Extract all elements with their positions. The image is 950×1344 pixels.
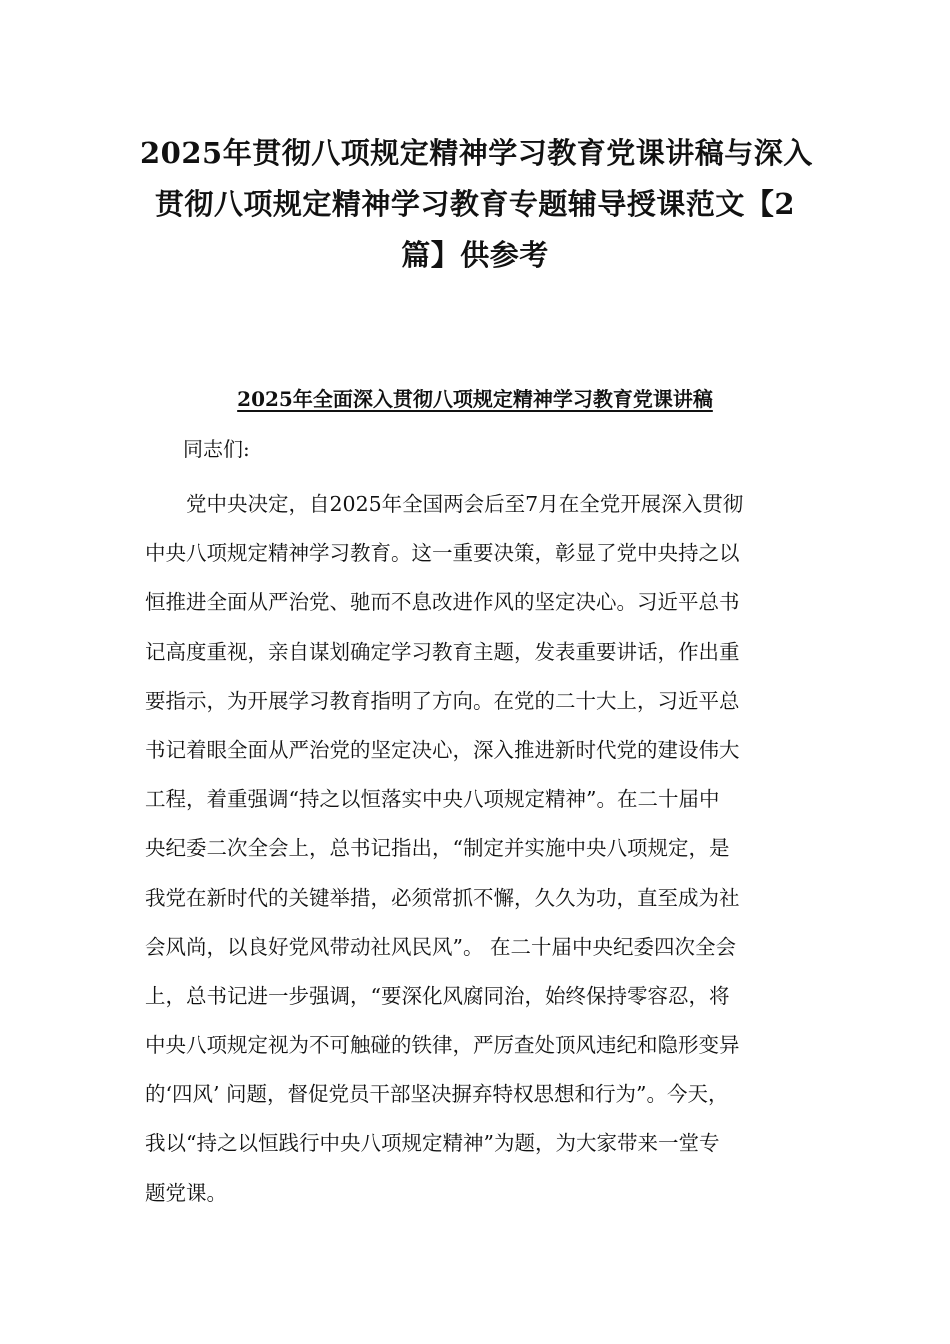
section-heading-text: 2025年全面深入贯彻八项规定精神学习教育党课讲稿 xyxy=(237,387,713,411)
body-line: 题党课。 xyxy=(145,1180,227,1205)
body-line: 恒推进全面从严治党、驰而不息改进作风的坚定决心。习近平总书 xyxy=(145,590,740,615)
body-line: 中央八项规定精神学习教育。这一重要决策，彰显了党中央持之以 xyxy=(145,541,740,566)
section-heading xyxy=(145,384,805,414)
body-line: 央纪委二次全会上，总书记指出，“制定并实施中央八项规定，是 xyxy=(145,836,730,861)
title-line-3: 篇】供参考 xyxy=(401,238,549,272)
body-line: 要指示，为开展学习教育指明了方向。在党的二十大上，习近平总 xyxy=(145,688,740,713)
body-line: 我党在新时代的关键举措，必须常抓不懈，久久为功，直至成为社 xyxy=(145,885,740,910)
body-line: 党中央决定，自2025年全国两会后至7月在全党开展深入贯彻 xyxy=(145,492,744,516)
document-title xyxy=(140,128,813,281)
body-line: 记高度重视，亲自谋划确定学习教育主题，发表重要讲话，作出重 xyxy=(145,639,740,664)
body-paragraph xyxy=(145,480,825,1218)
body-line: 中央八项规定视为不可触碰的铁律，严厉查处顶风违纪和隐形变异 xyxy=(145,1033,740,1058)
body-line: 我以“持之以恒践行中央八项规定精神”为题，为大家带来一堂专 xyxy=(145,1131,720,1156)
body-line: 书记着眼全面从严治党的坚定决心，深入推进新时代党的建设伟大 xyxy=(145,737,740,762)
body-line: 的‘四风’ 问题，督促党员干部坚决摒弃特权思想和行为”。今天， xyxy=(145,1082,729,1107)
body-line: 工程，着重强调“持之以恒落实中央八项规定精神”。在二十届中 xyxy=(145,787,720,812)
body-line: 会风尚，以良好党风带动社风民风”。 在二十届中央纪委四次全会 xyxy=(145,934,736,959)
title-line-1: 2025年贯彻八项规定精神学习教育党课讲稿与深入 xyxy=(140,136,813,170)
title-line-2: 贯彻八项规定精神学习教育专题辅导授课范文【2 xyxy=(154,187,796,221)
greeting: 同志们: xyxy=(183,437,250,461)
body-line: 上，总书记进一步强调，“要深化风腐同治，始终保持零容忍，将 xyxy=(145,983,730,1008)
